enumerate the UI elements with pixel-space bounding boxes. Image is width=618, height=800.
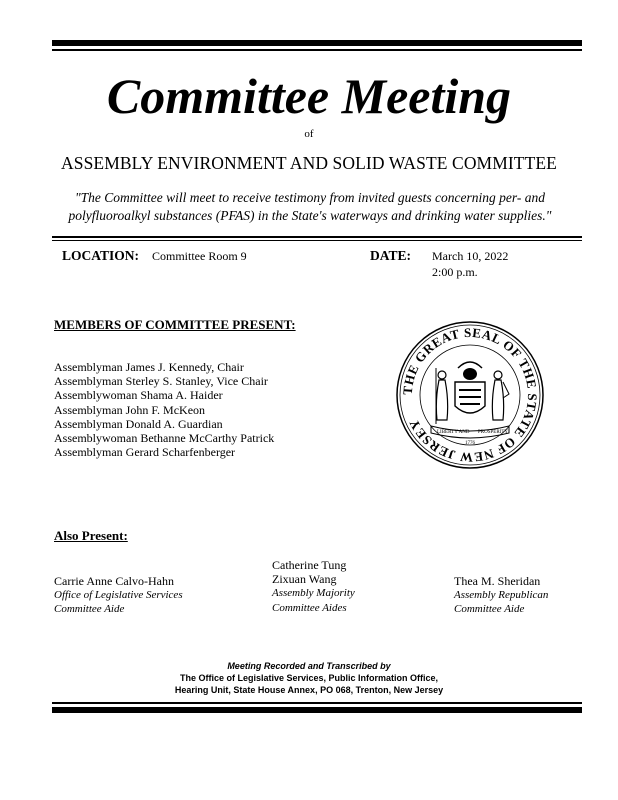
staff-name: Catherine Tung <box>272 558 347 572</box>
list-item: Assemblyman James J. Kennedy, Chair <box>54 360 244 374</box>
location-label: LOCATION: <box>62 248 140 263</box>
date-text: March 10, 2022 <box>432 249 509 263</box>
footer-line: Hearing Unit, State House Annex, PO 068, Trenton, New Jersey <box>174 685 444 695</box>
footer-line: Meeting Recorded and Transcribed by <box>227 661 391 671</box>
members-list <box>54 360 274 459</box>
list-item: Assemblyman Gerard Scharfenberger <box>54 445 236 460</box>
list-item: Assemblyman Sterley S. Stanley, Vice Chair <box>54 374 268 389</box>
staff-role: Committee Aide <box>54 603 125 616</box>
meeting-purpose <box>60 189 560 225</box>
seal-banner-left: LIBERTY AND <box>437 430 470 435</box>
list-item: Assemblyman Donald A. Guardian <box>54 416 223 431</box>
also-present-heading: Also Present: <box>54 528 128 543</box>
purpose-line: "The Committee will meet to receive testimony from invited guests concerning per- and <box>74 190 546 205</box>
staff-role: Committee Aide <box>454 603 525 616</box>
staff-name: Zixuan Wang <box>272 572 337 587</box>
date-label: DATE: <box>370 248 412 263</box>
staff-col-2 <box>272 558 355 615</box>
staff-col-1 <box>54 574 183 617</box>
bottom-thick-rule <box>52 707 582 713</box>
members-heading: MEMBERS OF COMMITTEE PRESENT: <box>54 317 296 332</box>
location-value: Committee Room 9 <box>152 249 247 263</box>
top-thick-rule <box>52 40 582 46</box>
purpose-line: polyfluoroalkyl substances (PFAS) in the State's waterways and drinking water supplies." <box>68 208 552 223</box>
list-item: Assemblywoman Shama A. Haider <box>54 388 223 403</box>
list-item: Assemblywoman Bethanne McCarthy Patrick <box>54 431 275 446</box>
top-thin-rule <box>52 49 582 51</box>
time-text: 2:00 p.m. <box>432 265 478 279</box>
of-word: of <box>304 128 314 140</box>
staff-name: Thea M. Sheridan <box>454 574 541 588</box>
seal-year: 1776 <box>465 441 475 446</box>
staff-role: Committee Aides <box>272 601 347 614</box>
great-seal-of-new-jersey <box>395 320 545 470</box>
seal-banner-right: PROSPERITY <box>478 430 509 435</box>
footer-line: The Office of Legislative Services, Public Information Office, <box>179 673 439 683</box>
middle-rule-top <box>52 236 582 238</box>
committee-name: ASSEMBLY ENVIRONMENT AND SOLID WASTE COMMITTEE <box>61 153 557 173</box>
staff-org: Assembly Republican <box>454 589 549 602</box>
bottom-thin-rule <box>52 702 582 704</box>
list-item: Assemblyman John F. McKeon <box>54 402 206 417</box>
staff-col-3 <box>454 574 548 617</box>
middle-rule-bottom <box>52 240 582 241</box>
staff-org: Office of Legislative Services <box>54 589 183 602</box>
transcription-credit <box>0 660 618 696</box>
date-value <box>432 248 508 280</box>
seal-ring-text: THE GREAT SEAL OF THE STATE OF NEW JERSEY <box>399 324 541 466</box>
staff-name: Carrie Anne Calvo-Hahn <box>54 574 174 588</box>
staff-org: Assembly Majority <box>272 587 355 600</box>
document-title: Committee Meeting <box>106 68 512 124</box>
